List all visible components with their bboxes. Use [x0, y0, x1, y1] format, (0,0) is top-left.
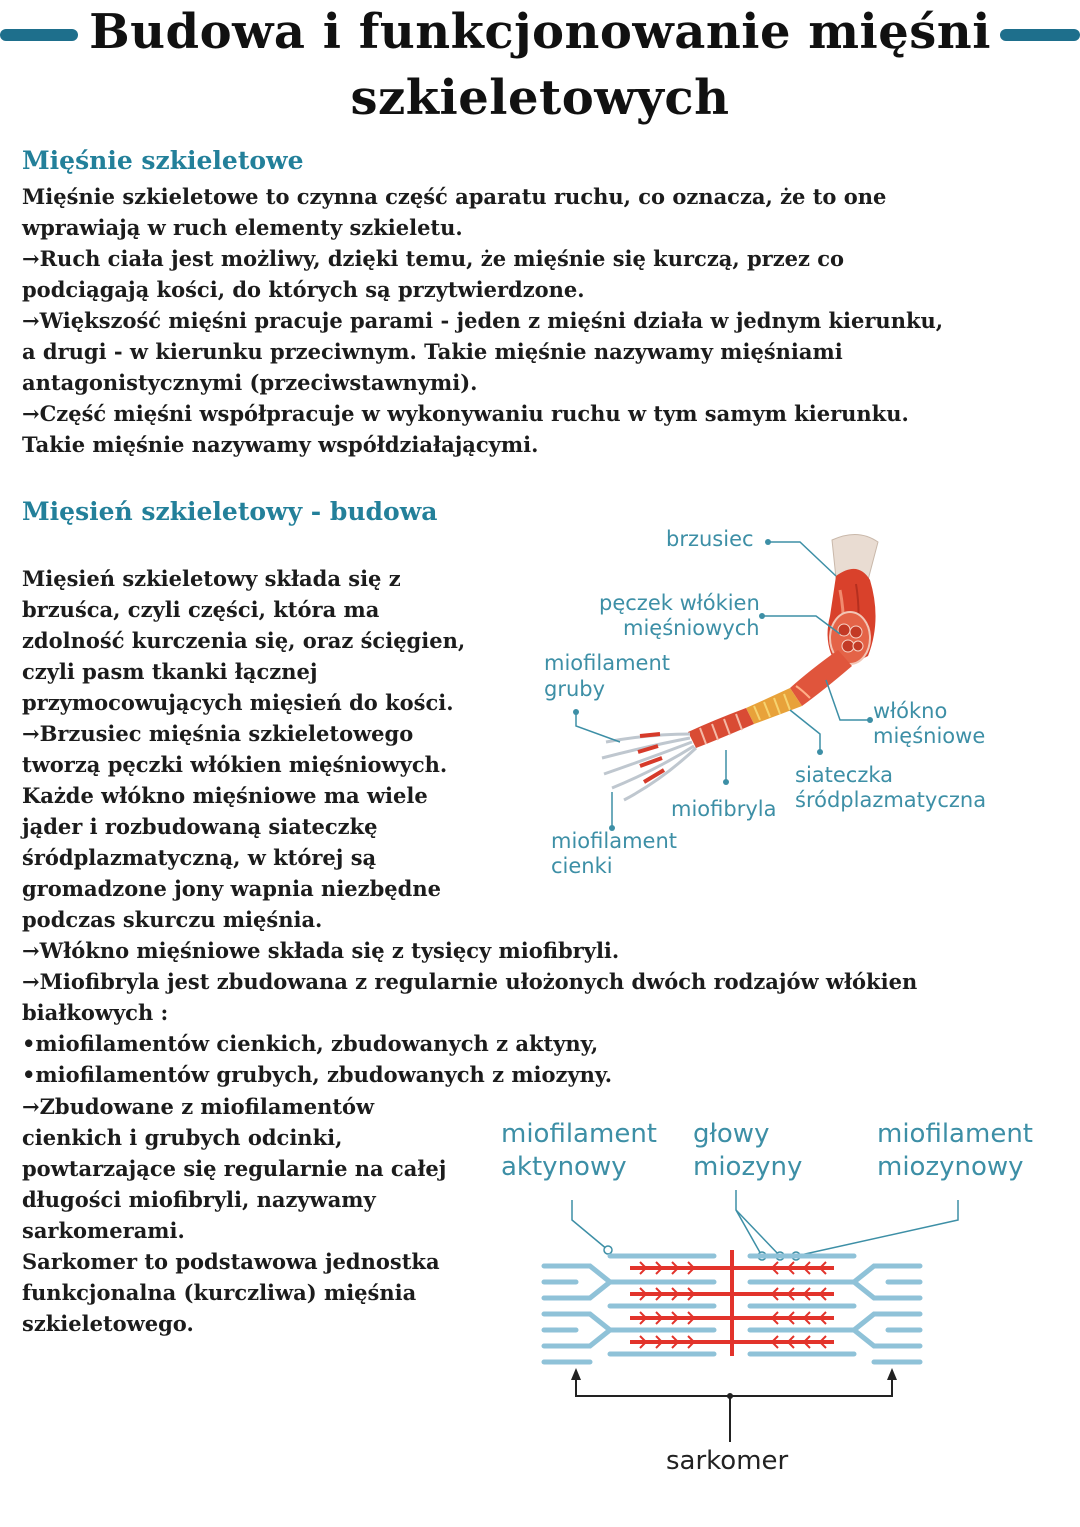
text-line: długości miofibryli, nazywamy — [22, 1187, 376, 1212]
label-miofilament-gruby-1: miofilament — [544, 651, 670, 675]
text-line: białkowych : — [22, 1000, 169, 1025]
text-line: Mięsień szkieletowy składa się z — [22, 566, 401, 591]
label-brzusiec: brzusiec — [666, 527, 754, 551]
text-line: brzuśca, czyli części, która ma — [22, 597, 380, 622]
section2-left-text — [22, 563, 465, 935]
text-line: czyli pasm tkanki łącznej — [22, 659, 318, 684]
label-miozynowy-1: miofilament — [877, 1119, 1033, 1149]
label-wlokno-1: włókno — [873, 699, 948, 723]
label-miozynowy-2: miozynowy — [877, 1152, 1024, 1182]
text-line: szkieletowego. — [22, 1311, 194, 1336]
label-miofilament-gruby-2: gruby — [544, 677, 606, 701]
text-line: podciągają kości, do których są przytwierdzone. — [22, 277, 585, 302]
text-line: śródplazmatyczną, w której są — [22, 845, 377, 870]
page-title-line-2: szkieletowych — [350, 70, 730, 126]
text-line: wprawiają w ruch elementy szkieletu. — [22, 215, 463, 240]
text-line: →Miofibryla jest zbudowana z regularnie ułożonych dwóch rodzajów włókien — [22, 969, 918, 994]
text-line: gromadzone jony wapnia niezbędne — [22, 876, 441, 901]
text-line: jąder i rozbudowaną siateczkę — [22, 814, 378, 839]
label-miofilament-cienki-1: miofilament — [551, 829, 677, 853]
text-line: funkcjonalna (kurczliwa) mięśnia — [22, 1280, 417, 1305]
text-line: cienkich i grubych odcinki, — [22, 1125, 343, 1150]
label-wlokno-2: mięśniowe — [873, 724, 986, 748]
text-line: Mięśnie szkieletowe to czynna część aparatu ruchu, co oznacza, że to one — [22, 184, 887, 209]
text-line: •miofilamentów grubych, zbudowanych z miozyny. — [22, 1062, 613, 1087]
label-miofilament-cienki-2: cienki — [551, 854, 613, 878]
label-siateczka-2: śródplazmatyczna — [795, 788, 987, 812]
section-heading-structure: Mięsień szkieletowy - budowa — [22, 497, 438, 526]
label-sarkomer: sarkomer — [666, 1446, 789, 1476]
text-line: Każde włókno mięśniowe ma wiele — [22, 783, 428, 808]
section2-full-text — [22, 935, 917, 1090]
label-glowy-2: miozyny — [693, 1152, 803, 1182]
section1-text — [22, 181, 943, 460]
label-peczek-2: mięśniowych — [623, 616, 760, 640]
text-line: tworzą pęczki włókien mięśniowych. — [22, 752, 448, 777]
text-line: a drugi - w kierunku przeciwnym. Takie mięśnie nazywamy mięśniami — [22, 339, 843, 364]
text-line: antagonistycznymi (przeciwstawnymi). — [22, 370, 478, 395]
text-line: →Brzusiec mięśnia szkieletowego — [22, 721, 414, 746]
text-line: Sarkomer to podstawowa jednostka — [22, 1249, 440, 1274]
label-siateczka-1: siateczka — [795, 763, 894, 787]
page-title-line-1: Budowa i funkcjonowanie mięśni — [89, 4, 991, 60]
text-line: przymocowujących mięsień do kości. — [22, 690, 454, 715]
label-aktynowy-2: aktynowy — [501, 1152, 627, 1182]
text-line: →Ruch ciała jest możliwy, dzięki temu, że mięśnie się kurczą, przez co — [22, 246, 845, 271]
text-line: sarkomerami. — [22, 1218, 185, 1243]
text-line: →Zbudowane z miofilamentów — [22, 1094, 375, 1119]
text-line: →Większość mięśni pracuje parami - jeden z mięśni działa w jednym kierunku, — [22, 308, 944, 333]
label-glowy-1: głowy — [693, 1119, 770, 1149]
label-aktynowy-1: miofilament — [501, 1119, 657, 1149]
text-line: →Część mięśni współpracuje w wykonywaniu ruchu w tym samym kierunku. — [22, 401, 909, 426]
section-heading-muscles: Mięśnie szkieletowe — [22, 146, 304, 175]
sarcomere-diagram — [500, 1180, 1060, 1460]
text-line: •miofilamentów cienkich, zbudowanych z aktyny, — [22, 1031, 599, 1056]
section2-bottom-text — [22, 1091, 446, 1339]
text-line: zdolność kurczenia się, oraz ścięgien, — [22, 628, 466, 653]
text-line: →Włókno mięśniowe składa się z tysięcy miofibryli. — [22, 938, 620, 963]
label-miofibryla: miofibryla — [671, 797, 777, 821]
label-peczek-1: pęczek włókien — [599, 591, 760, 615]
text-line: powtarzające się regularnie na całej — [22, 1156, 447, 1181]
text-line: Takie mięśnie nazywamy współdziałającymi. — [22, 432, 539, 457]
text-line: podczas skurczu mięśnia. — [22, 907, 323, 932]
